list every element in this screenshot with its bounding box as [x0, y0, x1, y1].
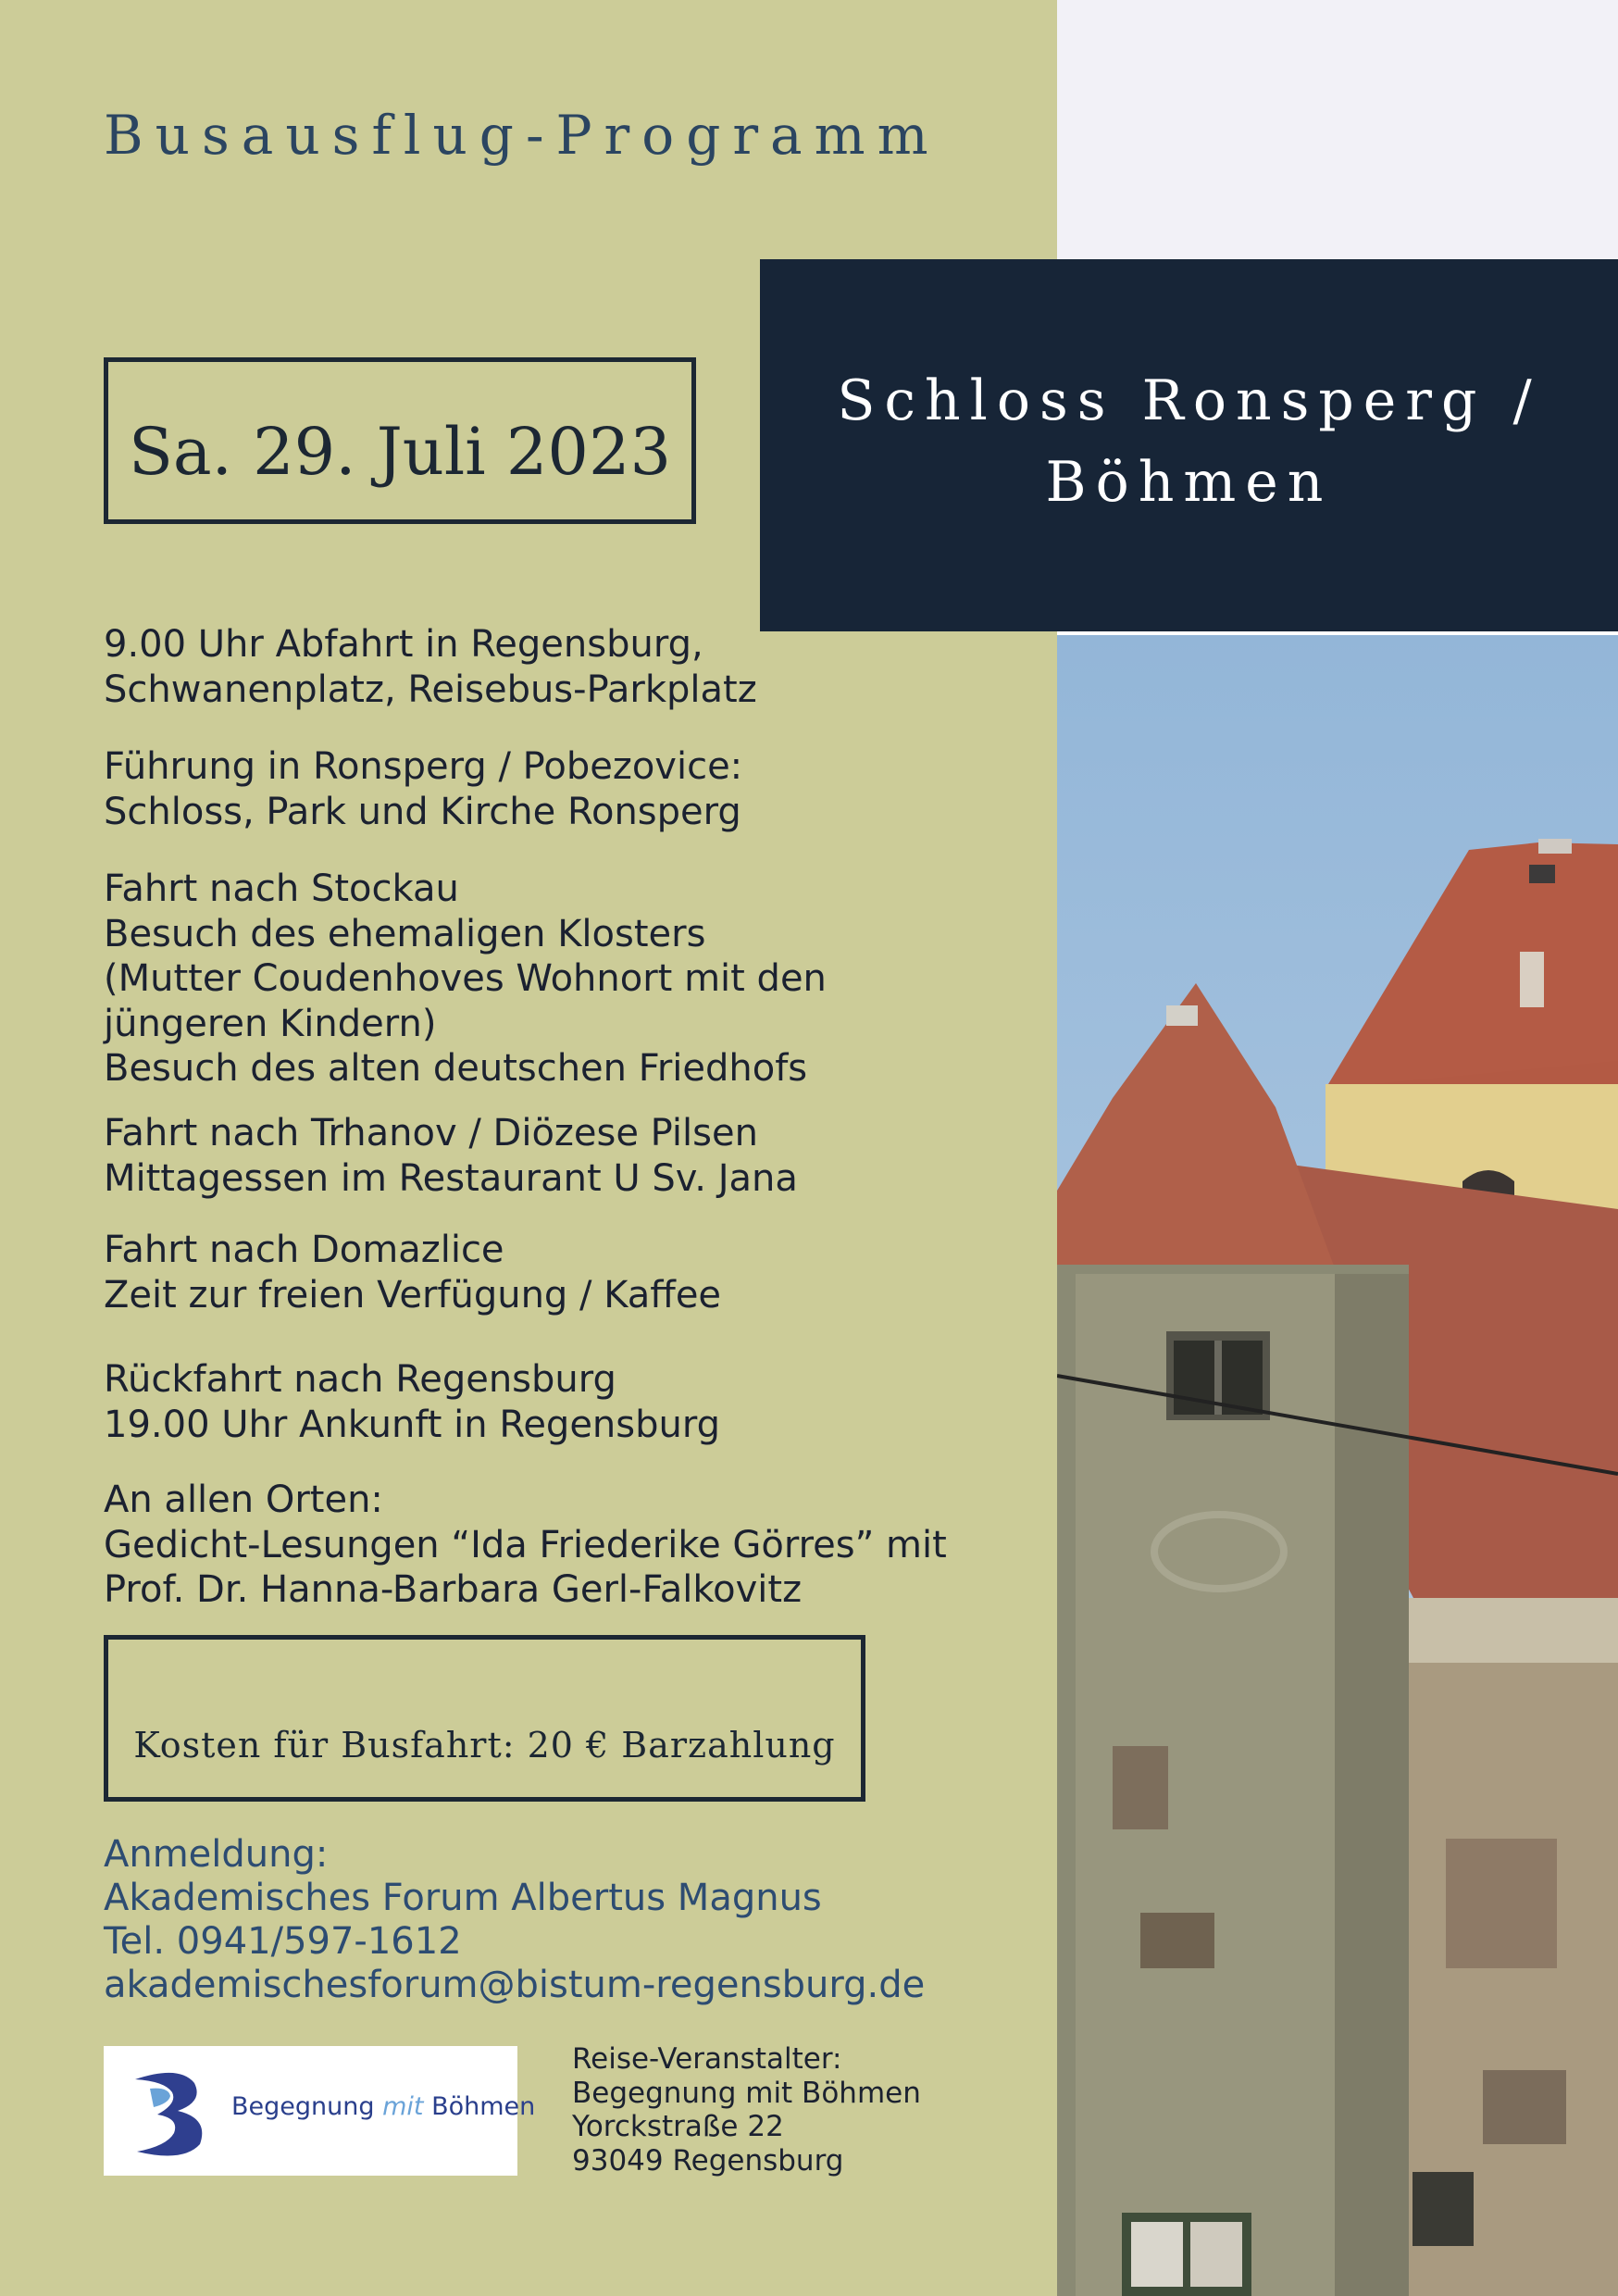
- top-right-block: [1057, 0, 1618, 259]
- program-line: Fahrt nach Trhanov / Diözese Pilsen: [104, 1112, 758, 1154]
- registration-email[interactable]: akademischesforum@bistum-regensburg.de: [104, 1964, 926, 2006]
- program-line: Führung in Ronsperg / Pobezovice:: [104, 745, 743, 788]
- program-item: [104, 1111, 798, 1201]
- program-line: 9.00 Uhr Abfahrt in Regensburg,: [104, 623, 703, 666]
- program-item: [104, 1357, 720, 1447]
- registration-contact: [104, 1833, 925, 2007]
- program-line: (Mutter Coudenhoves Wohnort mit den: [104, 957, 827, 1000]
- registration-phone[interactable]: Tel. 0941/597-1612: [104, 1920, 462, 1963]
- program-item: [104, 1228, 721, 1317]
- program-line: Besuch des ehemaligen Klosters: [104, 912, 706, 955]
- logo-text-post: Böhmen: [423, 2092, 536, 2121]
- date-box: [104, 357, 696, 524]
- program-line: Zeit zur freien Verfügung / Kaffee: [104, 1273, 722, 1316]
- logo-text-pre: Begegnung: [231, 2092, 383, 2121]
- title-line-1: Schloss Ronsperg /: [837, 368, 1541, 433]
- program-item: [104, 1478, 947, 1613]
- organizer-label: Reise-Veranstalter:: [572, 2042, 842, 2076]
- program-line: Besuch des alten deutschen Friedhofs: [104, 1047, 808, 1090]
- title-line-2: Böhmen: [1045, 450, 1333, 515]
- organizer-city: 93049 Regensburg: [572, 2143, 844, 2177]
- program-line: Prof. Dr. Hanna-Barbara Gerl-Falkovitz: [104, 1568, 803, 1611]
- logo-mark-icon: [113, 2055, 224, 2166]
- registration-org: Akademisches Forum Albertus Magnus: [104, 1877, 822, 1919]
- castle-photo-illustration: [1057, 635, 1618, 2296]
- program-item: [104, 622, 757, 712]
- begegnung-logo: [104, 2046, 536, 2176]
- page-heading: Busausflug-Programm: [104, 104, 940, 167]
- program-line: Schloss, Park und Kirche Ronsperg: [104, 790, 741, 833]
- program-line: Schwanenplatz, Reisebus-Parkplatz: [104, 668, 757, 711]
- cost-text: Kosten für Busfahrt: 20 € Barzahlung: [133, 1725, 836, 1766]
- title-box: [760, 259, 1618, 631]
- program-line: jüngeren Kindern): [104, 1002, 437, 1045]
- organizer-street: Yorckstraße 22: [572, 2110, 784, 2143]
- program-line: 19.00 Uhr Ankunft in Regensburg: [104, 1403, 720, 1446]
- program-line: Gedicht-Lesungen “Ida Friederike Görres” mit: [104, 1523, 947, 1566]
- organizer-block: [572, 2042, 921, 2177]
- cost-box: [104, 1635, 865, 1802]
- organizer-name: Begegnung mit Böhmen: [572, 2076, 921, 2110]
- logo-text: [231, 2092, 535, 2121]
- logo-text-mid: mit: [382, 2092, 424, 2121]
- castle-photo: [1057, 635, 1618, 2296]
- program-line: Fahrt nach Stockau: [104, 867, 459, 910]
- event-date: Sa. 29. Juli 2023: [128, 414, 672, 490]
- program-line: Mittagessen im Restaurant U Sv. Jana: [104, 1156, 798, 1200]
- program-item: [104, 867, 827, 1092]
- program-line: An allen Orten:: [104, 1479, 383, 1521]
- registration-label: Anmeldung:: [104, 1833, 329, 1876]
- program-item: [104, 744, 742, 834]
- program-line: Fahrt nach Domazlice: [104, 1229, 504, 1271]
- program-line: Rückfahrt nach Regensburg: [104, 1358, 616, 1401]
